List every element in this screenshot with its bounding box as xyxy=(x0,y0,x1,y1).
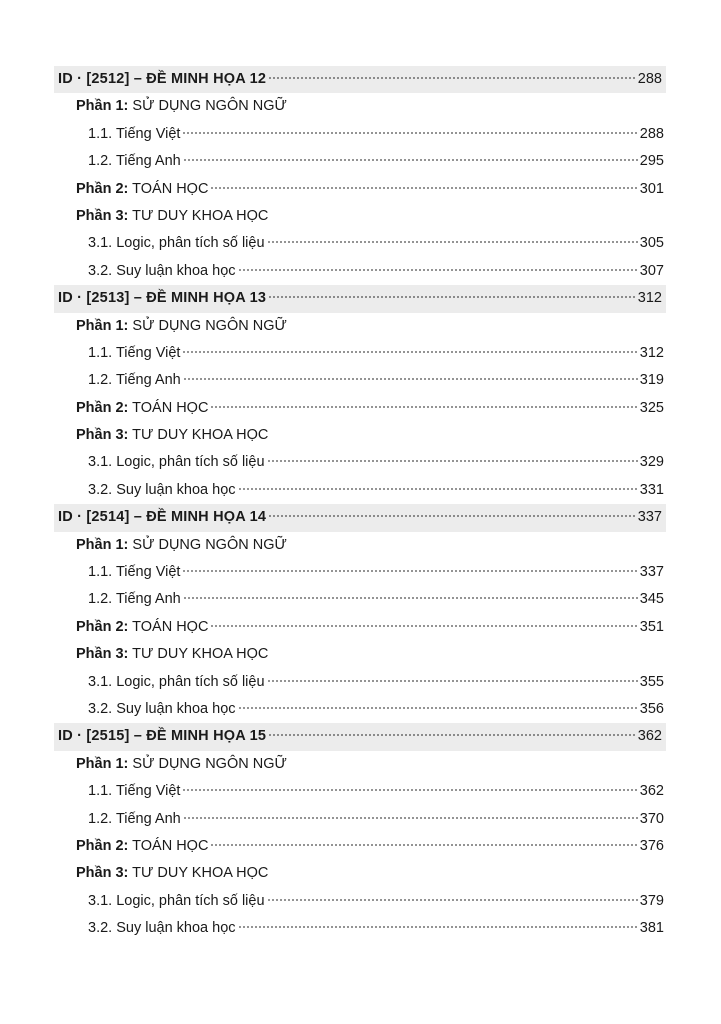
dot-leader xyxy=(183,159,638,161)
toc-sub-label: 3.2. Suy luận khoa học xyxy=(88,920,236,937)
page-number: 288 xyxy=(639,125,664,142)
toc-sub-1-1[interactable] xyxy=(54,559,666,586)
page-number: 356 xyxy=(639,700,664,717)
page-number: 355 xyxy=(639,673,664,690)
toc-section-2512 xyxy=(54,66,666,285)
dot-leader xyxy=(183,378,638,380)
toc-sub-label: 1.2. Tiếng Anh xyxy=(88,153,181,170)
page-number: 370 xyxy=(639,810,664,827)
toc-sub-3-2[interactable] xyxy=(54,696,666,723)
dot-leader xyxy=(238,926,638,928)
dot-leader xyxy=(182,132,637,134)
page-number: 312 xyxy=(639,344,664,361)
toc-part-label xyxy=(76,203,268,230)
toc-sub-1-2[interactable] xyxy=(54,148,666,175)
part-title: TƯ DUY KHOA HỌC xyxy=(132,207,269,224)
toc-sub-label: 3.1. Logic, phân tích số liệu xyxy=(88,892,265,909)
toc-part-label xyxy=(76,176,208,203)
page-number: 301 xyxy=(639,180,664,197)
toc-part-1[interactable] xyxy=(54,532,666,559)
toc-sub-label: 1.2. Tiếng Anh xyxy=(88,591,181,608)
page-number: 337 xyxy=(639,564,664,581)
page-number: 345 xyxy=(639,591,664,608)
dot-leader xyxy=(183,817,638,819)
toc-section-2515 xyxy=(54,723,666,942)
page-number: 312 xyxy=(637,290,662,307)
toc-sub-1-1[interactable] xyxy=(54,340,666,367)
toc-sub-label: 1.1. Tiếng Việt xyxy=(88,564,181,581)
toc-sub-3-1[interactable] xyxy=(54,669,666,696)
part-title: SỬ DỤNG NGÔN NGỮ xyxy=(132,536,287,553)
dot-leader xyxy=(210,625,637,627)
toc-part-2[interactable] xyxy=(54,614,666,641)
toc-sub-3-1[interactable] xyxy=(54,888,666,915)
toc-part-3[interactable] xyxy=(54,641,666,668)
part-prefix: Phần 3: xyxy=(76,646,129,663)
dot-leader xyxy=(268,734,636,736)
toc-sub-label: 1.2. Tiếng Anh xyxy=(88,372,181,389)
toc-part-label xyxy=(76,641,268,668)
part-prefix: Phần 2: xyxy=(76,837,129,854)
dot-leader xyxy=(238,488,638,490)
toc-section-2513 xyxy=(54,285,666,504)
part-title: SỬ DỤNG NGÔN NGỮ xyxy=(132,98,287,115)
toc-part-1[interactable] xyxy=(54,313,666,340)
toc-part-label xyxy=(76,395,208,422)
toc-part-label xyxy=(76,751,287,778)
dot-leader xyxy=(267,680,638,682)
toc-part-label xyxy=(76,532,287,559)
toc-part-1[interactable] xyxy=(54,93,666,120)
dot-leader xyxy=(267,241,638,243)
toc-entry-exam-13[interactable] xyxy=(54,285,666,312)
toc-entry-title: ID · [2513] – ĐỀ MINH HỌA 13 xyxy=(58,290,267,307)
toc-part-label xyxy=(76,93,287,120)
part-prefix: Phần 1: xyxy=(76,536,129,553)
part-title: TOÁN HỌC xyxy=(132,618,209,635)
toc-sub-label: 3.1. Logic, phân tích số liệu xyxy=(88,235,265,252)
toc-entry-title: ID · [2512] – ĐỀ MINH HỌA 12 xyxy=(58,71,267,87)
toc-entry-title: ID · [2514] – ĐỀ MINH HỌA 14 xyxy=(58,509,267,526)
toc-sub-3-1[interactable] xyxy=(54,230,666,257)
dot-leader xyxy=(182,351,637,353)
part-title: TƯ DUY KHOA HỌC xyxy=(132,646,269,663)
toc-part-label xyxy=(76,860,268,887)
toc-part-3[interactable] xyxy=(54,860,666,887)
dot-leader xyxy=(182,789,637,791)
part-title: TOÁN HỌC xyxy=(132,399,209,416)
toc-part-2[interactable] xyxy=(54,395,666,422)
toc-part-label xyxy=(76,422,268,449)
toc-entry-title: ID · [2515] – ĐỀ MINH HỌA 15 xyxy=(58,728,267,745)
part-prefix: Phần 2: xyxy=(76,180,129,197)
toc-sub-3-2[interactable] xyxy=(54,258,666,285)
dot-leader xyxy=(210,406,637,408)
toc-entry-exam-15[interactable] xyxy=(54,723,666,750)
dot-leader xyxy=(268,77,636,79)
toc-sub-label: 1.1. Tiếng Việt xyxy=(88,125,181,142)
toc-part-label xyxy=(76,614,208,641)
page-number: 362 xyxy=(637,728,662,745)
page-number: 305 xyxy=(639,235,664,252)
toc-sub-label: 1.1. Tiếng Việt xyxy=(88,783,181,800)
part-prefix: Phần 1: xyxy=(76,98,129,115)
page-number: 325 xyxy=(639,399,664,416)
dot-leader xyxy=(268,296,636,298)
part-prefix: Phần 1: xyxy=(76,755,129,772)
toc-sub-3-2[interactable] xyxy=(54,915,666,942)
toc-part-2[interactable] xyxy=(54,833,666,860)
page-number: 307 xyxy=(639,262,664,279)
dot-leader xyxy=(238,269,638,271)
toc-sub-label: 3.2. Suy luận khoa học xyxy=(88,262,236,279)
part-prefix: Phần 2: xyxy=(76,399,129,416)
page-number: 379 xyxy=(639,892,664,909)
toc-part-3[interactable] xyxy=(54,203,666,230)
part-prefix: Phần 2: xyxy=(76,618,129,635)
page-number: 351 xyxy=(639,618,664,635)
page-number: 288 xyxy=(637,71,662,87)
page-number: 329 xyxy=(639,454,664,471)
toc-sub-label: 1.1. Tiếng Việt xyxy=(88,344,181,361)
part-title: TƯ DUY KHOA HỌC xyxy=(132,427,269,444)
dot-leader xyxy=(183,597,638,599)
toc-sub-1-2[interactable] xyxy=(54,806,666,833)
toc-sub-label: 3.2. Suy luận khoa học xyxy=(88,700,236,717)
part-title: TOÁN HỌC xyxy=(132,180,209,197)
page-number: 337 xyxy=(637,509,662,526)
toc-sub-3-1[interactable] xyxy=(54,449,666,476)
part-prefix: Phần 3: xyxy=(76,865,129,882)
dot-leader xyxy=(210,844,637,846)
toc-entry-exam-14[interactable] xyxy=(54,504,666,531)
toc-part-label xyxy=(76,833,208,860)
toc-part-1[interactable] xyxy=(54,751,666,778)
part-title: SỬ DỤNG NGÔN NGỮ xyxy=(132,755,287,772)
dot-leader xyxy=(267,899,638,901)
page-number: 381 xyxy=(639,920,664,937)
toc-sub-1-2[interactable] xyxy=(54,367,666,394)
dot-leader xyxy=(182,570,637,572)
dot-leader xyxy=(267,460,638,462)
dot-leader xyxy=(268,515,636,517)
part-title: TƯ DUY KHOA HỌC xyxy=(132,865,269,882)
toc-sub-1-1[interactable] xyxy=(54,778,666,805)
page-number: 376 xyxy=(639,837,664,854)
toc-sub-label: 1.2. Tiếng Anh xyxy=(88,810,181,827)
page-number: 295 xyxy=(639,153,664,170)
part-title: SỬ DỤNG NGÔN NGỮ xyxy=(132,317,287,334)
page-number: 362 xyxy=(639,783,664,800)
toc-sub-1-2[interactable] xyxy=(54,586,666,613)
dot-leader xyxy=(238,707,638,709)
toc-entry-exam-12[interactable] xyxy=(54,66,666,93)
part-prefix: Phần 3: xyxy=(76,207,129,224)
toc-part-2[interactable] xyxy=(54,176,666,203)
toc-sub-1-1[interactable] xyxy=(54,121,666,148)
part-title: TOÁN HỌC xyxy=(132,837,209,854)
toc-sub-label: 3.2. Suy luận khoa học xyxy=(88,481,236,498)
table-of-contents xyxy=(54,66,666,943)
toc-section-2514 xyxy=(54,504,666,723)
toc-sub-label: 3.1. Logic, phân tích số liệu xyxy=(88,673,265,690)
toc-part-label xyxy=(76,313,287,340)
toc-part-3[interactable] xyxy=(54,422,666,449)
dot-leader xyxy=(210,187,637,189)
page-number: 331 xyxy=(639,481,664,498)
toc-sub-3-2[interactable] xyxy=(54,477,666,504)
part-prefix: Phần 1: xyxy=(76,317,129,334)
page-number: 319 xyxy=(639,372,664,389)
part-prefix: Phần 3: xyxy=(76,427,129,444)
toc-sub-label: 3.1. Logic, phân tích số liệu xyxy=(88,454,265,471)
